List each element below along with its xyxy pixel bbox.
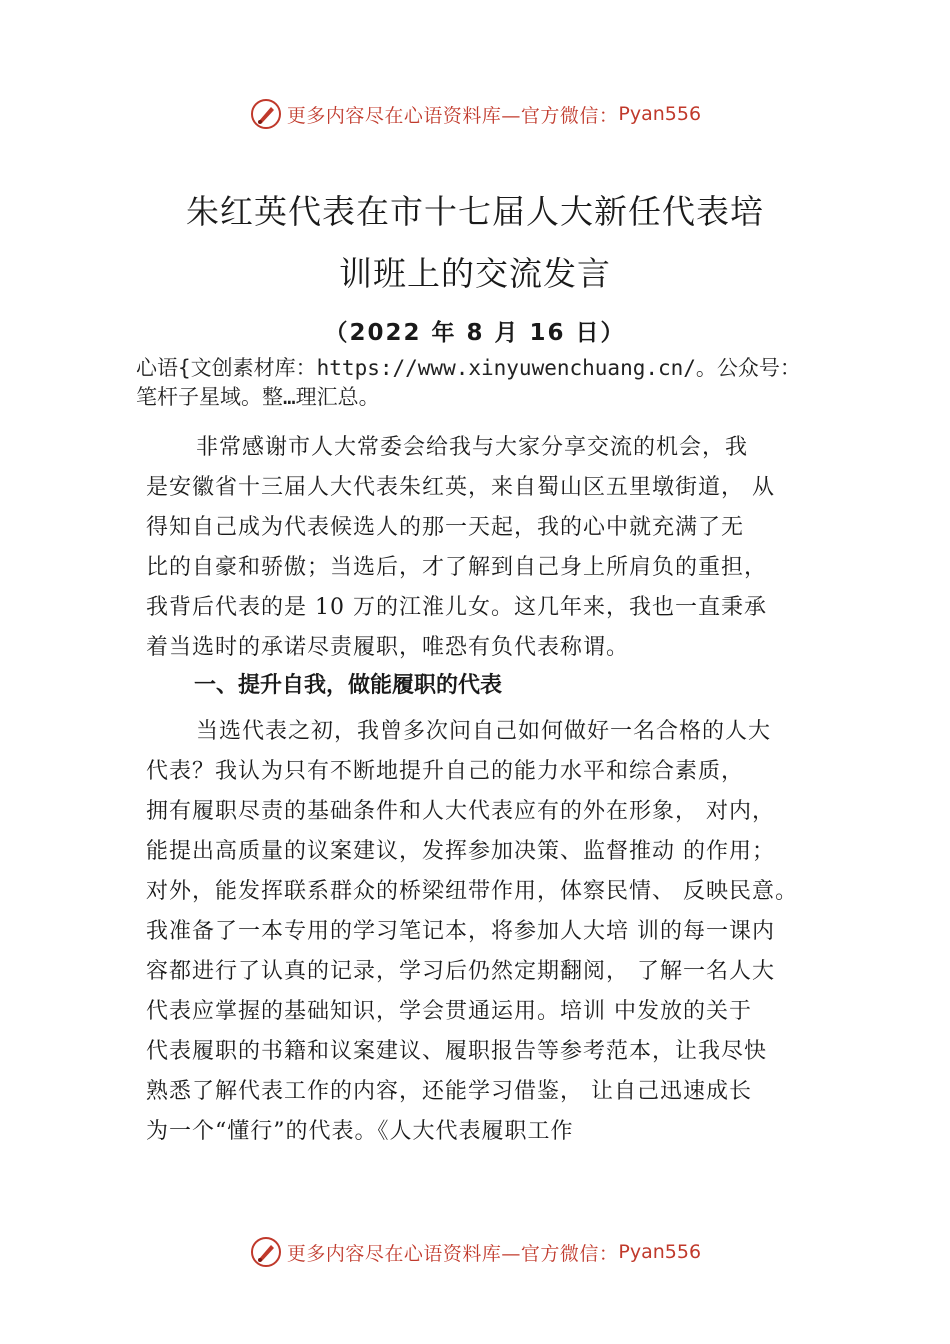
- section-1-heading: 一、提升自我，做能履职的代表: [194, 673, 503, 698]
- paragraph-1-line: 非常感谢市人大常委会给我与大家分享交流的机会，我: [196, 435, 749, 460]
- paragraph-2-line: 代表履职的书籍和议案建议、履职报告等参考范本，让我尽快: [146, 1039, 768, 1064]
- source-note-line-1: 心语{文创素材库：https://www.xinyuwenchuang.cn/。公众号：: [136, 356, 801, 380]
- banner-wechat-handle: Pyan556: [618, 1241, 702, 1263]
- paragraph-2-line: 能提出高质量的议案建议，发挥参加决策、监督推动 的作用；: [146, 839, 775, 864]
- paragraph-2-line: 对外，能发挥联系群众的桥梁纽带作用，体察民情、 反映民意。: [146, 879, 798, 904]
- pen-logo-icon: [249, 1235, 283, 1269]
- paragraph-2-line: 熟悉了解代表工作的内容，还能学习借鉴， 让自己迅速成长: [146, 1079, 752, 1104]
- paragraph-2-line: 为一个“懂行”的代表。《人大代表履职工作: [146, 1119, 574, 1144]
- banner-wechat-handle: Pyan556: [618, 103, 702, 125]
- paragraph-2-line: 代表？我认为只有不断地提升自己的能力水平和综合素质，: [146, 759, 745, 784]
- source-note-line-2: 笔杆子星域。整…理汇总。: [136, 385, 380, 409]
- document-title-line-2: 训班上的交流发言: [339, 254, 611, 293]
- header-banner: [0, 94, 950, 134]
- paragraph-2-line: 当选代表之初，我曾多次问自己如何做好一名合格的人大: [196, 719, 772, 744]
- banner-text: 更多内容尽在心语资料库—官方微信：: [286, 1242, 619, 1265]
- paragraph-2-line: 容都进行了认真的记录，学习后仍然定期翻阅， 了解一名人大: [146, 959, 775, 984]
- pen-logo-icon: [249, 97, 283, 131]
- document-date: （2022 年 8 月 16 日）: [324, 320, 626, 346]
- paragraph-1-line: 得知自己成为代表候选人的那一天起，我的心中就充满了无: [146, 515, 745, 540]
- paragraph-2-line: 我准备了一本专用的学习笔记本，将参加人大培 训的每一课内: [146, 919, 775, 944]
- paragraph-1-line: 是安徽省十三届人大代表朱红英，来自蜀山区五里墩街道， 从: [146, 475, 775, 500]
- paragraph-2-line: 代表应掌握的基础知识，学会贯通运用。培训 中发放的关于: [146, 999, 752, 1024]
- paragraph-1-line: 我背后代表的是 10 万的江淮儿女。这几年来，我也一直秉承: [146, 595, 767, 620]
- document-title-line-1: 朱红英代表在市十七届人大新任代表培: [186, 192, 764, 231]
- paragraph-2-line: 拥有履职尽责的基础条件和人大代表应有的外在形象， 对内，: [146, 799, 775, 824]
- paragraph-1-line: 着当选时的承诺尽责履职，唯恐有负代表称谓。: [146, 635, 630, 660]
- banner-text: 更多内容尽在心语资料库—官方微信：: [286, 104, 619, 127]
- paragraph-1-line: 比的自豪和骄傲；当选后，才了解到自己身上所肩负的重担，: [146, 555, 768, 580]
- footer-banner: [0, 1232, 950, 1272]
